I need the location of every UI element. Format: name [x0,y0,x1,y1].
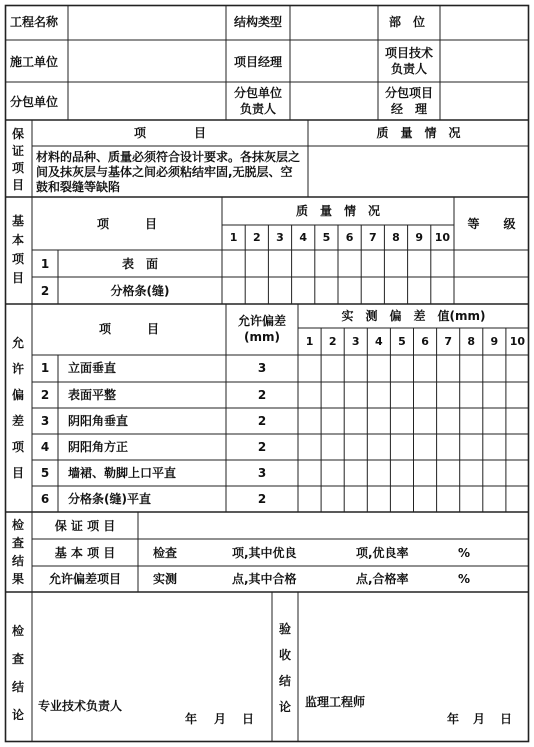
tol-row-1-allow: 3 [257,361,267,375]
check-month: 月 [214,712,227,726]
sub-pm-label-2: 经 理 [390,102,427,116]
supervisor-sign: 监理工程师 [305,695,366,709]
tol-side-1: 允 [12,336,25,350]
basic-row-1-no: 1 [40,257,50,271]
tol-col-1: 1 [305,335,314,348]
check-side-2: 查 [12,652,25,666]
tech-lead-label-2: 负责人 [390,62,427,76]
sub-lead-label-1: 分包单位 [233,86,282,100]
basic-col-7: 7 [368,231,377,244]
tol-row-4-allow: 2 [257,440,267,454]
basic-side-3: 项 [12,252,25,266]
result-side-1: 检 [12,518,25,532]
tol-col-2: 2 [328,335,337,348]
basic-col-3: 3 [276,231,284,244]
guarantee-side-4: 目 [12,178,25,192]
tol-col-3: 3 [351,335,360,348]
result-tolerance-pass: 点,其中合格 [232,572,297,586]
tol-row-3-allow: 2 [257,414,267,428]
tol-row-1-name: 立面垂直 [68,361,117,375]
basic-col-1: 1 [229,231,238,244]
accept-day: 日 [500,712,513,726]
tol-side-2: 许 [12,362,25,376]
tol-row-5-allow: 3 [257,466,267,480]
tech-lead-label-1: 项目技术 [384,46,433,60]
result-basic-excellent: 项,其中优良 [232,546,297,560]
tol-row-4-name: 阴阳角方正 [68,440,129,454]
accept-side-2: 收 [279,648,292,662]
guarantee-quality-header: 质 量 情 况 [376,126,461,140]
guarantee-side-3: 项 [12,161,25,175]
tol-side-3: 偏 [12,388,25,402]
result-tolerance-label: 允许偏差项目 [48,572,121,586]
check-side-4: 论 [12,708,25,722]
basic-col-5: 5 [322,231,331,244]
basic-row-1-name: 表 面 [121,257,158,271]
basic-side-2: 本 [12,233,25,247]
basic-row-2-name: 分格条(缝) [110,284,170,298]
structure-type-label: 结构类型 [234,15,283,29]
result-basic-label: 基 本 项 目 [54,546,116,560]
accept-year: 年 [447,712,460,726]
project-name-label: 工程名称 [10,15,59,29]
sub-lead-label-2: 负责人 [239,102,276,116]
tol-row-6-no: 6 [40,492,50,506]
tol-col-10: 10 [509,335,526,348]
basic-col-6: 6 [345,231,354,244]
tol-allow-header-1: 允许偏差 [237,314,286,328]
project-manager-label: 项目经理 [234,55,283,69]
tol-row-2-no: 2 [40,388,50,402]
guarantee-content: 材料的品种、质量必须符合设计要求。各抹灰层之间及抹灰层与基体之间必须粘结牢固,无脱层、空鼓和裂缝等缺陷 [36,150,301,194]
basic-grade-header: 等 级 [467,217,516,231]
construction-unit-label: 施工单位 [10,55,59,69]
tol-row-5-no: 5 [40,466,50,480]
tol-col-5: 5 [398,335,406,348]
tol-side-6: 目 [12,466,25,480]
tol-side-5: 项 [12,440,25,454]
tol-item-header: 项 目 [98,322,159,336]
guarantee-side-1: 保 [12,127,25,141]
tol-col-9: 9 [490,335,499,348]
basic-side-1: 基 [12,214,25,228]
tol-allow-header-2: (mm) [244,330,280,344]
basic-col-4: 4 [299,231,308,244]
check-side-3: 结 [12,680,25,694]
guarantee-item-header: 项 目 [133,126,206,140]
result-basic-check: 检查 [153,546,178,560]
sub-pm-label-1: 分包项目 [384,86,433,100]
tol-col-7: 7 [444,335,452,348]
subcontractor-label: 分包单位 [10,95,59,109]
basic-col-10: 10 [434,231,451,244]
basic-side-4: 目 [12,271,25,285]
basic-quality-header: 质 量 情 况 [295,204,380,218]
accept-side-1: 验 [279,622,292,636]
tol-row-3-name: 阴阳角垂直 [68,414,129,428]
tol-row-2-allow: 2 [257,388,267,402]
tol-row-6-allow: 2 [257,492,267,506]
tol-side-4: 差 [12,414,25,428]
basic-row-2-no: 2 [40,284,50,298]
accept-side-4: 论 [279,700,292,714]
tol-row-1-no: 1 [40,361,50,375]
result-basic-rate: 项,优良率 [356,546,409,560]
basic-col-9: 9 [415,231,424,244]
tech-lead-sign: 专业技术负责人 [38,699,123,713]
result-side-3: 结 [12,554,25,568]
result-tolerance-check: 实测 [153,572,178,586]
tol-col-6: 6 [421,335,429,348]
accept-side-3: 结 [279,674,292,688]
tol-row-4-no: 4 [40,440,50,454]
tol-row-6-name: 分格条(缝)平直 [68,492,151,506]
part-label: 部 位 [389,15,426,29]
result-side-2: 查 [12,536,25,550]
tol-row-5-name: 墙裙、勒脚上口平直 [68,466,177,480]
basic-col-2: 2 [252,231,261,244]
accept-month: 月 [473,712,486,726]
tol-row-3-no: 3 [40,414,50,428]
check-year: 年 [185,712,198,726]
result-tolerance-rate: 点,合格率 [356,572,409,586]
result-guarantee-label: 保 证 项 目 [54,519,116,533]
result-side-4: 果 [12,572,25,586]
tol-measured-header: 实 测 偏 差 值(mm) [341,309,486,323]
result-basic-percent: % [458,546,471,560]
check-day: 日 [242,712,255,726]
basic-item-header: 项 目 [96,217,157,231]
tol-row-2-name: 表面平整 [68,388,117,402]
tol-col-8: 8 [467,335,476,348]
result-tolerance-percent: % [458,572,471,586]
guarantee-side-2: 证 [12,144,25,158]
basic-col-8: 8 [392,231,400,244]
tol-col-4: 4 [375,335,383,348]
check-side-1: 检 [12,624,25,638]
